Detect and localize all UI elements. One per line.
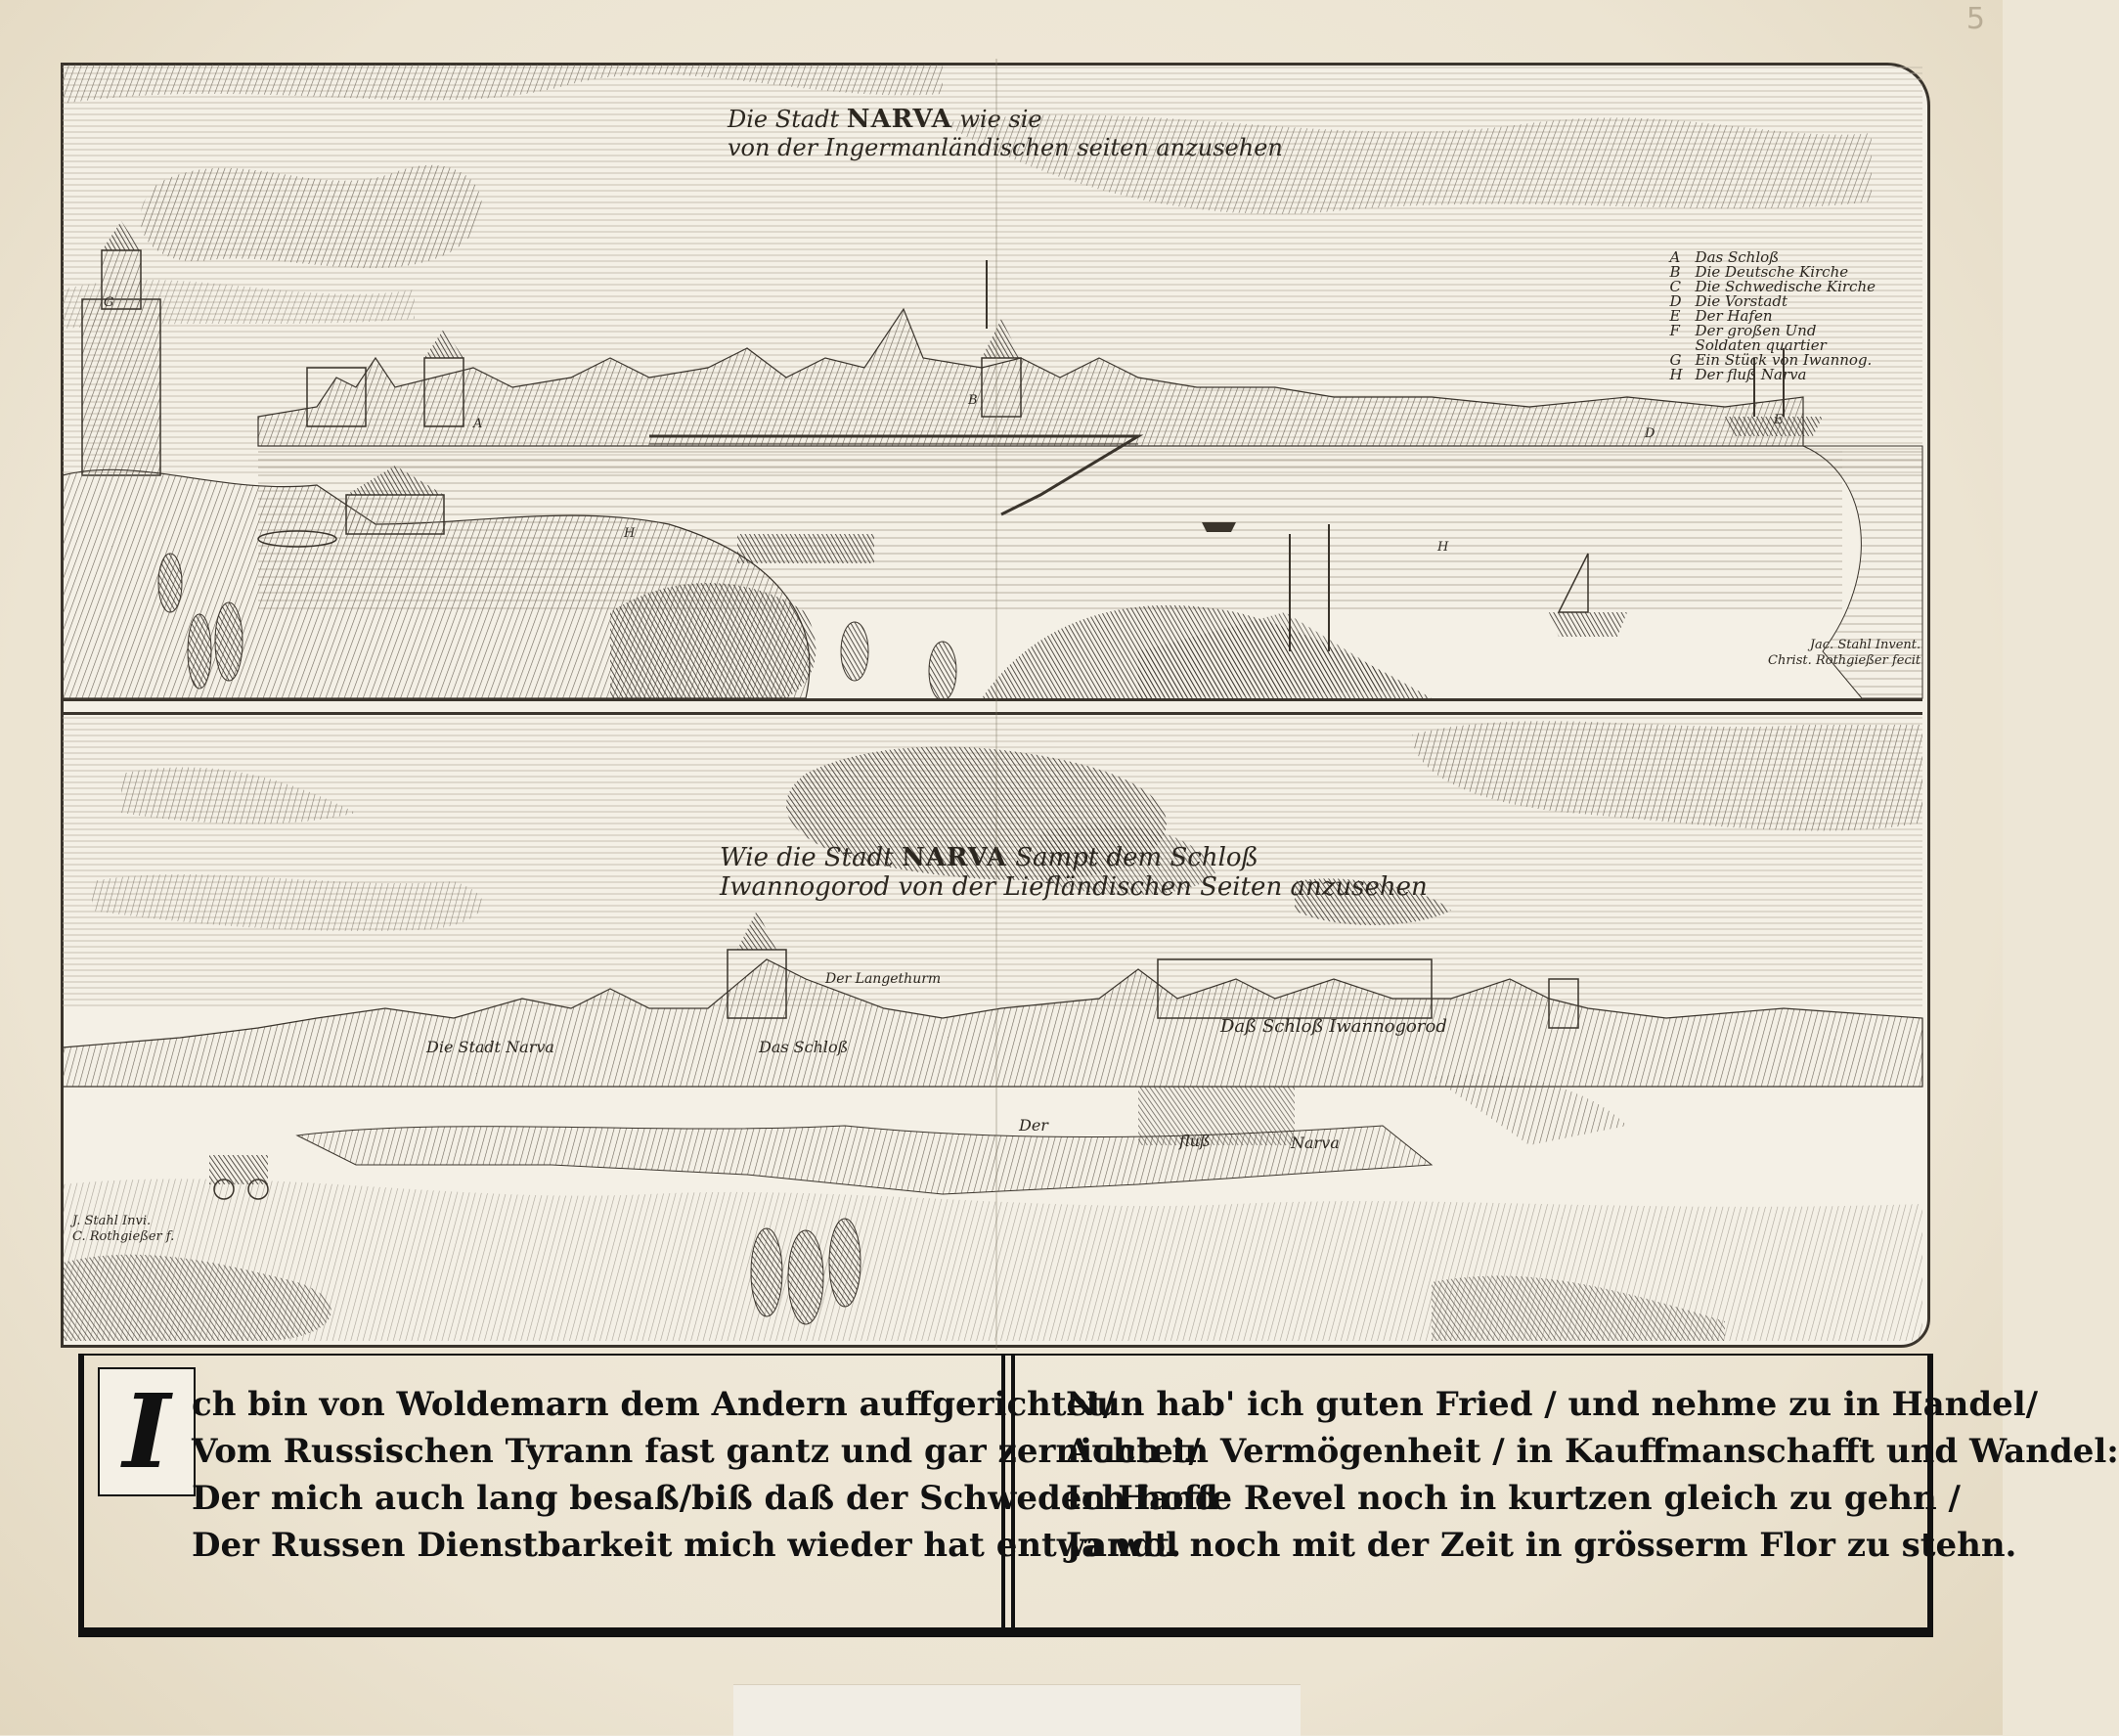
credit-engraver: C. Rothgießer f.: [72, 1229, 175, 1244]
paper-repair-strip: [733, 1684, 1301, 1736]
marker-h: H: [624, 526, 636, 541]
verse-line: Ich hoffe Revel noch in kurtzen gleich zu gehn /: [1066, 1479, 1961, 1518]
page-number: 5: [1965, 2, 1985, 36]
legend-key: B: [1669, 263, 1681, 281]
bottom-title-city: NARVA: [901, 843, 1007, 872]
legend-text: Das Schloß: [1695, 248, 1780, 266]
label-das-schloss: Das Schloß: [759, 1038, 849, 1056]
verse-line: Nun hab' ich guten Fried / und nehme zu in Handel/: [1066, 1385, 2039, 1424]
bottom-view-credit: [72, 1214, 174, 1245]
legend-key: C: [1669, 278, 1682, 295]
marker-a: A: [473, 417, 483, 431]
bottom-title-post: Sampt dem Schloß: [1015, 843, 1258, 872]
top-title-line2: von der Ingermanländischen seiten anzusehen: [728, 133, 1283, 161]
credit-inventor: Jac. Stahl Invent.: [1809, 638, 1921, 652]
label-stadt-narva: Die Stadt Narva: [426, 1038, 554, 1056]
legend-text: Der fluß Narva: [1695, 366, 1807, 383]
marker-e: E: [1774, 413, 1784, 427]
marker-g: G: [104, 295, 114, 310]
top-title-city: NARVA: [846, 105, 952, 134]
top-view-title: [728, 106, 1283, 161]
legend-key: E: [1669, 307, 1681, 325]
legend-text: Ein Stück von Iwannog.: [1695, 351, 1873, 369]
verse-line: Auch in Vermögenheit / in Kauffmanschafft und Wandel:: [1066, 1432, 2119, 1471]
legend-key: F: [1669, 322, 1680, 339]
marker-d: D: [1645, 426, 1655, 441]
initial-letter: I: [122, 1371, 171, 1491]
legend-text: Die Deutsche Kirche: [1695, 263, 1849, 281]
legend-key: H: [1669, 366, 1683, 383]
legend-text: Soldaten quartier: [1695, 336, 1827, 354]
top-title-pre: Die Stadt: [728, 106, 840, 133]
legend-text: Der Hafen: [1695, 307, 1773, 325]
verse-line: ch bin von Woldemarn dem Andern auffgerichtet/: [192, 1385, 1116, 1424]
credit-engraver: Christ. Rothgießer fecit: [1768, 653, 1921, 668]
credit-inventor: J. Stahl Invi.: [72, 1214, 152, 1228]
label-schloss-iwannogorod: Daß Schloß Iwannogorod: [1220, 1016, 1447, 1037]
verse-right: [1066, 1381, 2119, 1569]
legend-key: D: [1669, 292, 1682, 310]
bottom-panorama: [63, 712, 1922, 1341]
verse-line: Der mich auch lang besaß/biß daß der Schweden Hand: [192, 1479, 1218, 1518]
legend-key: G: [1669, 351, 1682, 369]
verse-line: Der Russen Dienstbarkeit mich wieder hat entwandt.: [192, 1526, 1182, 1565]
verse-left: [192, 1381, 1218, 1569]
bottom-view-title: [720, 844, 1428, 903]
top-panorama: [63, 65, 1922, 701]
top-view-legend: [1670, 250, 1876, 382]
centre-fold: [995, 59, 997, 1350]
top-title-post: wie sie: [959, 106, 1042, 133]
bottom-title-pre: Wie die Stadt: [720, 843, 894, 872]
label-narva: Narva: [1291, 1134, 1340, 1152]
label-fluss: fluß: [1179, 1132, 1211, 1150]
legend-row: [1670, 368, 1876, 382]
legend-text: Der großen Und: [1695, 322, 1817, 339]
legend-text: Die Schwedische Kirche: [1695, 278, 1876, 295]
decorated-initial: [98, 1367, 196, 1496]
bottom-title-line2: Iwannogorod von der Liefländischen Seiten anzusehen: [720, 871, 1428, 902]
label-langethurm: Der Langethurm: [825, 971, 942, 987]
legend-text: Die Vorstadt: [1695, 292, 1788, 310]
legend-key: A: [1669, 248, 1681, 266]
verse-line: Vom Russischen Tyrann fast gantz und gar zernichtet/: [192, 1432, 1201, 1471]
marker-h-2: H: [1437, 540, 1449, 555]
label-der: Der: [1019, 1116, 1048, 1135]
verse-line: Ja wol noch mit der Zeit in grösserm Flor zu stehn.: [1066, 1526, 2017, 1565]
marker-b: B: [968, 393, 978, 408]
top-view-credit: [1768, 638, 1920, 669]
bottom-panorama-engraving: [63, 715, 1922, 1341]
